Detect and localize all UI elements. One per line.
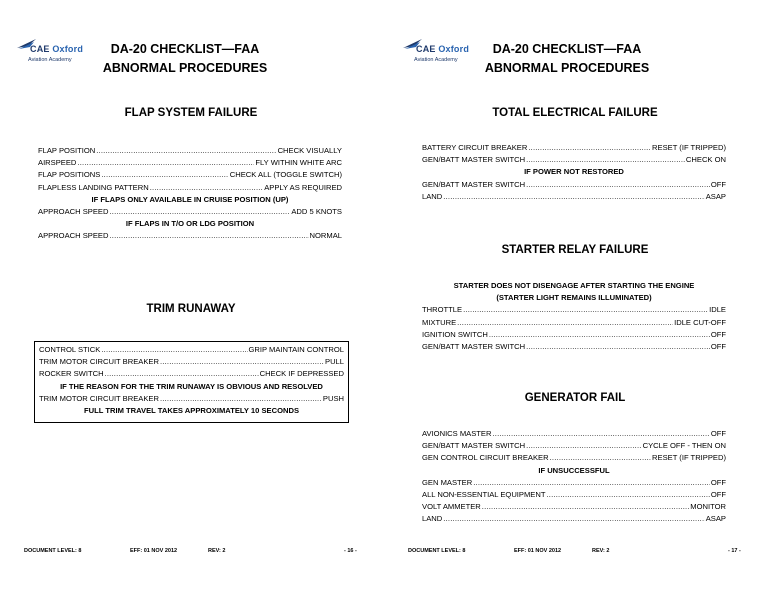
- checklist-action: IDLE CUT-OFF: [674, 317, 726, 327]
- dot-leader: [482, 502, 689, 511]
- checklist-item: TRIM MOTOR CIRCUIT BREAKER: [39, 357, 159, 367]
- section-title-total-electrical-failure: TOTAL ELECTRICAL FAILURE: [492, 107, 658, 119]
- checklist-item: GEN MASTER: [422, 477, 473, 487]
- condition-line: IF THE REASON FOR THE TRIM RUNAWAY IS OBVIOUS AND RESOLVED: [60, 381, 323, 391]
- dot-leader: [160, 394, 322, 403]
- section-title-starter-relay-failure: STARTER RELAY FAILURE: [501, 244, 649, 256]
- footer-effective-date: EFF: 01 NOV 2012: [130, 548, 178, 554]
- cae-oxford-logo: [402, 38, 482, 66]
- dot-leader: [150, 183, 264, 192]
- checklist-action: OFF: [710, 341, 726, 351]
- header-line-2: ABNORMAL PROCEDURES: [484, 61, 650, 75]
- checklist-action: NORMAL: [309, 231, 342, 241]
- checklist-item: GEN/BATT MASTER SWITCH: [422, 155, 526, 165]
- checklist-item: VOLT AMMETER: [422, 502, 481, 512]
- checklist-item: CONTROL STICK: [39, 345, 101, 354]
- checklist-row: [422, 478, 726, 490]
- checklist-row: [38, 158, 342, 170]
- dot-leader: [109, 231, 308, 240]
- condition-line: IF UNSUCCESSFUL: [538, 465, 610, 475]
- footer-doc-level: DOCUMENT LEVEL: 8: [24, 548, 82, 554]
- header-line-2: ABNORMAL PROCEDURES: [102, 61, 268, 75]
- checklist-action: IDLE: [709, 305, 726, 315]
- checklist-row: [422, 453, 726, 465]
- dot-leader: [528, 143, 651, 152]
- checklist-item: FLAP POSITION: [38, 146, 96, 155]
- dot-leader: [160, 357, 324, 366]
- dot-leader: [77, 158, 254, 167]
- checklist-action: ASAP: [705, 191, 726, 201]
- checklist-action: RESET (IF TRIPPED): [652, 453, 726, 463]
- checklist-row: [38, 183, 342, 195]
- checklist-row: [39, 357, 344, 369]
- checklist-action: MONITOR: [690, 502, 726, 512]
- dot-leader: [101, 345, 247, 354]
- checklist-action: CHECK IF DEPRESSED: [259, 369, 344, 379]
- condition-line: STARTER DOES NOT DISENGAGE AFTER STARTING THE ENGINE: [453, 281, 695, 290]
- trim-runaway-checklist: [34, 341, 349, 423]
- dot-leader: [443, 192, 704, 201]
- generator-fail-checklist: [422, 429, 726, 527]
- checklist-item: GEN CONTROL CIRCUIT BREAKER: [422, 453, 549, 463]
- checklist-action: CHECK VISUALLY: [277, 146, 342, 155]
- checklist-action: OFF: [710, 329, 726, 339]
- cae-oxford-logo: [16, 38, 96, 66]
- checklist-row: [422, 330, 726, 342]
- checklist-action: GRIP MAINTAIN CONTROL: [248, 345, 344, 354]
- checklist-row: [422, 429, 726, 441]
- footer-revision: REV: 2: [208, 548, 226, 554]
- checklist-item: GEN/BATT MASTER SWITCH: [422, 441, 526, 451]
- footer-effective-date: EFF: 01 NOV 2012: [514, 548, 562, 554]
- checklist-item: FLAP POSITIONS: [38, 170, 101, 180]
- checklist-action: CHECK ALL (TOGGLE SWITCH): [229, 170, 342, 180]
- checklist-action: APPLY AS REQUIRED: [264, 182, 342, 192]
- checklist-item: LAND: [422, 191, 443, 201]
- dot-leader: [547, 490, 710, 499]
- checklist-row: [422, 192, 726, 204]
- footer-page-number: - 16 -: [344, 548, 357, 554]
- checklist-row: [38, 146, 342, 158]
- checklist-action: CHECK ON: [685, 155, 726, 165]
- condition-line: IF FLAPS IN T/O OR LDG POSITION: [125, 219, 255, 229]
- dot-leader: [443, 514, 704, 523]
- checklist-row: [39, 394, 344, 406]
- condition-line: (STARTER LIGHT REMAINS ILLUMINATED): [496, 293, 652, 303]
- logo-brand: CAE Oxford: [30, 44, 84, 54]
- checklist-item: MIXTURE: [422, 317, 457, 327]
- section-title-flap-failure: FLAP SYSTEM FAILURE: [124, 107, 258, 119]
- checklist-action: ASAP: [705, 514, 726, 524]
- checklist-item: LAND: [422, 514, 443, 524]
- checklist-row: [38, 231, 342, 243]
- dot-leader: [526, 180, 710, 189]
- checklist-item: FLAPLESS LANDING PATTERN: [38, 182, 149, 192]
- section-title-trim-runaway: TRIM RUNAWAY: [146, 303, 236, 315]
- checklist-item: ROCKER SWITCH: [39, 369, 104, 379]
- checklist-action: PULL: [325, 357, 344, 367]
- checklist-action: RESET (IF TRIPPED): [652, 143, 726, 152]
- condition-line: IF POWER NOT RESTORED: [524, 167, 624, 177]
- dot-leader: [473, 478, 710, 487]
- dot-leader: [492, 429, 709, 438]
- dot-leader: [109, 207, 290, 216]
- checklist-row: [39, 369, 344, 381]
- checklist-row: [422, 441, 726, 453]
- checklist-item: ALL NON-ESSENTIAL EQUIPMENT: [422, 489, 546, 499]
- dot-leader: [457, 318, 673, 327]
- checklist-row: [422, 155, 726, 167]
- condition-line: IF FLAPS ONLY AVAILABLE IN CRUISE POSITION (UP): [91, 194, 289, 204]
- checklist-row: [422, 180, 726, 192]
- checklist-action: OFF: [710, 489, 726, 499]
- checklist-item: AVIONICS MASTER: [422, 429, 492, 438]
- checklist-row: [422, 342, 726, 354]
- starter-relay-checklist: [422, 281, 726, 354]
- checklist-action: OFF: [710, 477, 726, 487]
- dot-leader: [526, 155, 685, 164]
- checklist-row: [422, 502, 726, 514]
- checklist-row: [39, 345, 344, 357]
- right-page: [384, 0, 768, 594]
- checklist-row: [422, 305, 726, 317]
- dot-leader: [489, 330, 710, 339]
- checklist-row: [422, 318, 726, 330]
- checklist-row: [422, 514, 726, 526]
- checklist-row: [38, 170, 342, 182]
- dot-leader: [550, 453, 651, 462]
- checklist-action: OFF: [710, 179, 726, 189]
- checklist-item: GEN/BATT MASTER SWITCH: [422, 341, 526, 351]
- dot-leader: [105, 369, 259, 378]
- logo-subtitle: Aviation Academy: [28, 57, 72, 63]
- dot-leader: [526, 441, 642, 450]
- footer-page-number: - 17 -: [728, 548, 741, 554]
- section-title-generator-fail: GENERATOR FAIL: [524, 392, 626, 404]
- checklist-action: OFF: [710, 429, 726, 438]
- flap-failure-checklist: [38, 146, 342, 244]
- checklist-row: [422, 490, 726, 502]
- checklist-item: IGNITION SWITCH: [422, 329, 488, 339]
- logo-brand: CAE Oxford: [416, 44, 470, 54]
- dot-leader: [526, 342, 710, 351]
- checklist-item: TRIM MOTOR CIRCUIT BREAKER: [39, 393, 159, 403]
- checklist-item: BATTERY CIRCUIT BREAKER: [422, 143, 528, 152]
- total-electrical-checklist: [422, 143, 726, 204]
- checklist-action: CYCLE OFF - THEN ON: [642, 441, 726, 451]
- checklist-item: APPROACH SPEED: [38, 206, 109, 216]
- logo-subtitle: Aviation Academy: [414, 57, 458, 63]
- condition-line: FULL TRIM TRAVEL TAKES APPROXIMATELY 10 SECONDS: [83, 405, 300, 415]
- footer-revision: REV: 2: [592, 548, 610, 554]
- checklist-action: PUSH: [322, 393, 344, 403]
- checklist-item: APPROACH SPEED: [38, 231, 109, 241]
- dot-leader: [463, 305, 708, 314]
- dot-leader: [96, 146, 276, 155]
- page-header: [95, 40, 275, 78]
- checklist-action: ADD 5 KNOTS: [291, 206, 342, 216]
- checklist-action: FLY WITHIN WHITE ARC: [255, 158, 342, 168]
- header-line-1: DA-20 CHECKLIST—FAA: [492, 42, 642, 56]
- dot-leader: [101, 170, 228, 179]
- checklist-item: THROTTLE: [422, 305, 463, 315]
- checklist-row: [422, 143, 726, 155]
- footer-doc-level: DOCUMENT LEVEL: 8: [408, 548, 466, 554]
- checklist-item: AIRSPEED: [38, 158, 77, 168]
- page-header: [477, 40, 657, 78]
- checklist-item: GEN/BATT MASTER SWITCH: [422, 179, 526, 189]
- header-line-1: DA-20 CHECKLIST—FAA: [110, 42, 260, 56]
- checklist-row: [38, 207, 342, 219]
